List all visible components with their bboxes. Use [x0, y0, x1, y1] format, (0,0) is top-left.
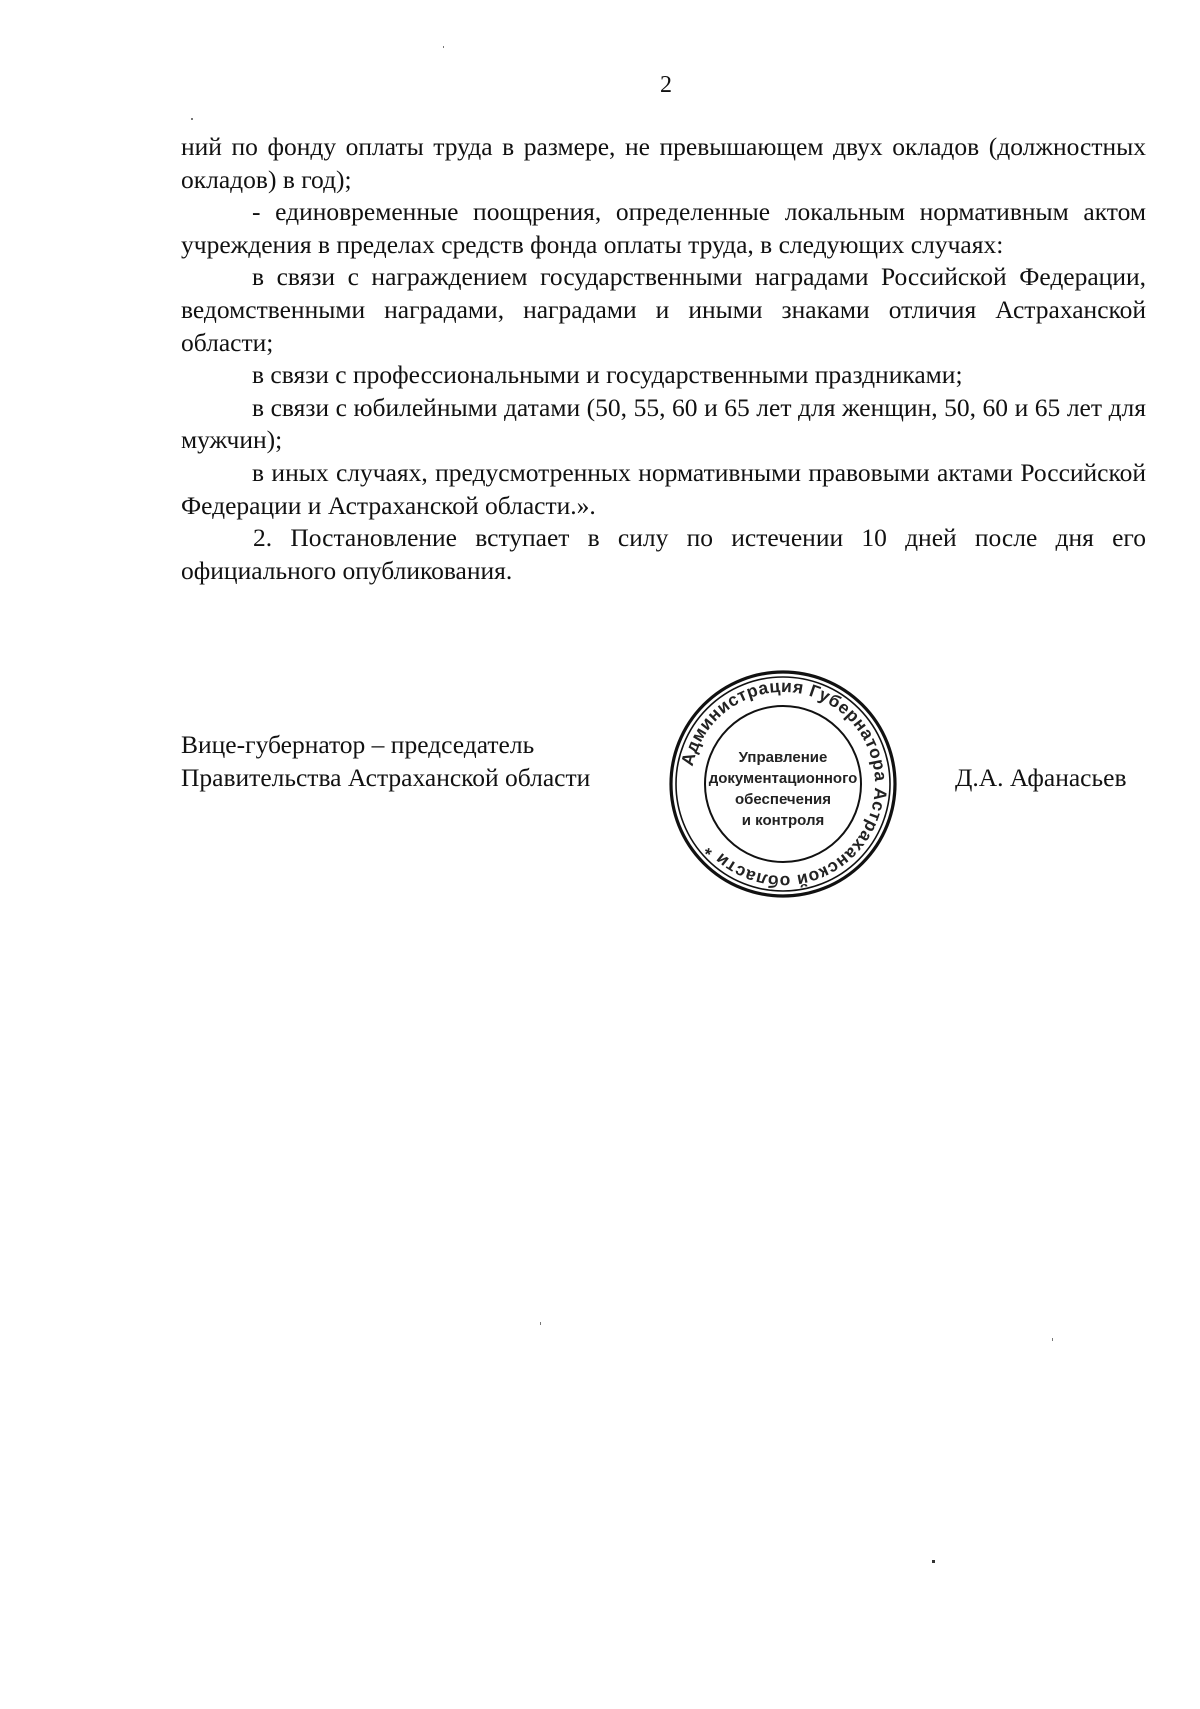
- paragraph-one-time-bonuses: - единовременные поощрения, определенные локальным нормативным актом учреждения в пределах средств фонда оплаты труда, в следующих случаях:: [181, 197, 1146, 259]
- stamp-center-line4: и контроля: [741, 812, 825, 829]
- stamp-center-line1: Управление: [738, 749, 828, 766]
- paragraph-continuation: ний по фонду оплаты труда в размере, не превышающем двух окладов (должностных окладов) в год);: [181, 132, 1146, 194]
- page-number: 2: [660, 72, 672, 98]
- stamp-center-line2: документационного: [708, 770, 858, 787]
- document-body: [181, 131, 1146, 587]
- signatory-title-line1: Вице-губернатор – председатель: [181, 730, 535, 759]
- scan-speck: [443, 46, 444, 48]
- paragraph-effective-date: 2. Постановление вступает в силу по истечении 10 дней после дня его официального опубликования.: [181, 523, 1146, 585]
- paragraph-awards-case: в связи с награждением государственными наградами Российской Федерации, ведомственными наградами, наградами и иными знаками отличия Астраханской области;: [181, 262, 1146, 357]
- paragraph-other-cases: в иных случаях, предусмотренных нормативными правовыми актами Российской Федерации и Астраханской области.».: [181, 457, 1146, 520]
- scan-speck: [1052, 1338, 1053, 1341]
- scan-speck: [540, 1322, 541, 1325]
- scan-speck: [191, 118, 193, 120]
- stamp-center-line3: обеспечения: [734, 791, 832, 808]
- signatory-name: Д.А. Афанасьев: [955, 763, 1127, 792]
- signatory-title-line2: Правительства Астраханской области: [181, 763, 591, 792]
- paragraph-anniversary-case: в связи с юбилейными датами (50, 55, 60 и 65 лет для женщин, 50, 60 и 65 лет для мужчин);: [181, 392, 1146, 455]
- stamp-ring-text: Администрация Губернатора Астраханской области *: [676, 675, 892, 893]
- paragraph-holidays-case: в связи с профессиональными и государственными праздниками;: [252, 360, 963, 390]
- scan-speck: [932, 1560, 935, 1563]
- official-seal-stamp: [663, 664, 903, 904]
- signatory-title: [181, 728, 590, 794]
